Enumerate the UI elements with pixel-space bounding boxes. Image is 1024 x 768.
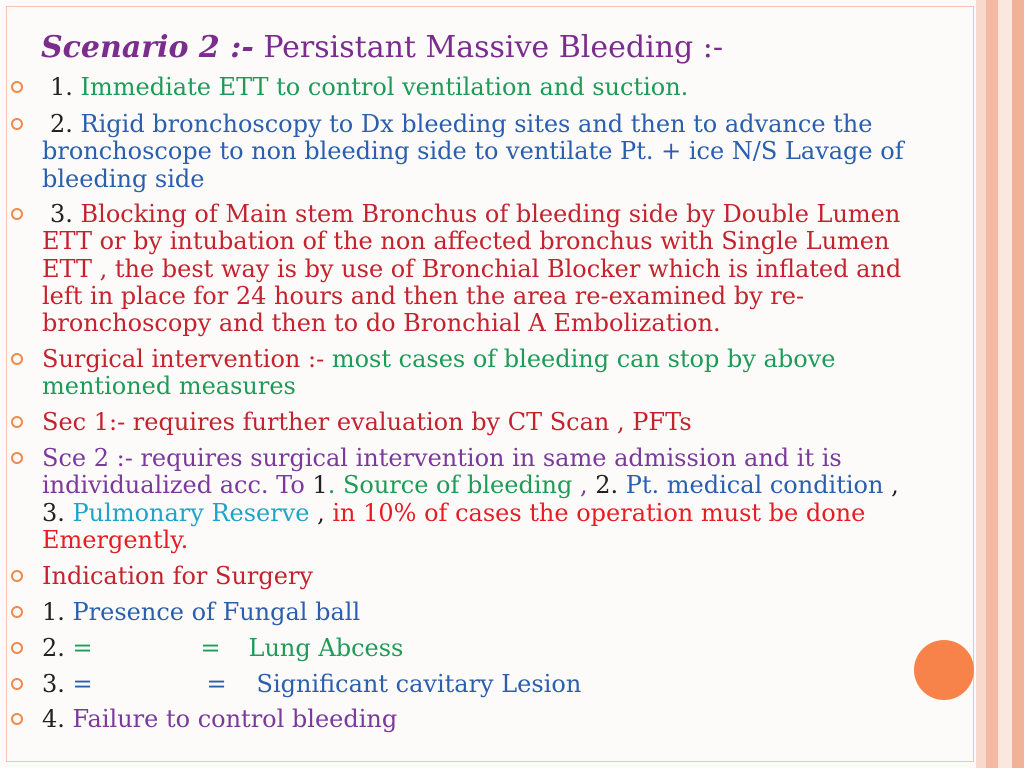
item-text-line: Sce 2 :- requires surgical intervention in same admission and it is	[42, 444, 842, 472]
item-text-line: Emergently.	[42, 525, 189, 554]
bullet-icon	[11, 81, 23, 93]
list-item-2	[42, 111, 972, 193]
bullet-icon	[11, 353, 23, 365]
item-number: 2.	[50, 110, 81, 138]
item-text-line: mentioned measures	[42, 372, 296, 401]
item-number: 3.	[50, 200, 81, 228]
list-item-sce-2	[42, 445, 972, 554]
item-number: 1	[312, 471, 328, 500]
ditto-mark: =	[72, 670, 93, 698]
list-item-indication-4	[42, 706, 972, 733]
item-number: 3.	[42, 670, 73, 698]
item-text-line: ETT or by intubation of the non affected bronchus with Single Lumen	[42, 227, 890, 256]
stripe	[1012, 0, 1024, 768]
item-punct: .	[327, 471, 343, 500]
item-number: 4.	[42, 705, 73, 733]
list-item-surgical-intervention	[42, 346, 972, 401]
ditto-mark: =	[72, 634, 93, 662]
list-item-sec-1	[42, 409, 972, 436]
item-text: individualized acc. To	[42, 471, 313, 500]
item-text: Failure to control bleeding	[72, 705, 398, 733]
item-punct: ,	[572, 471, 596, 500]
bullet-icon	[11, 208, 23, 220]
item-text-line: bleeding side	[42, 164, 205, 193]
item-number: 1.	[42, 598, 73, 626]
ditto-mark: =	[200, 634, 221, 662]
bullet-icon	[11, 713, 23, 725]
bullet-icon	[11, 416, 23, 428]
item-punct: ,	[309, 498, 333, 527]
slide-title	[41, 30, 723, 66]
item-text: Presence of Fungal ball	[72, 598, 361, 626]
bullet-icon	[11, 570, 23, 582]
item-punct: ,	[883, 471, 899, 500]
item-text-line: Blocking of Main stem Bronchus of bleeding side by Double Lumen	[80, 200, 901, 228]
item-text-line: bronchoscopy and then to do Bronchial A Embolization.	[42, 309, 721, 338]
item-heading: Surgical intervention	[42, 345, 301, 373]
list-item-indication-1	[42, 599, 972, 626]
item-number: 2.	[42, 634, 73, 662]
item-text: Indication for Surgery	[42, 562, 313, 590]
bullet-icon	[11, 678, 23, 690]
list-item-indication	[42, 563, 972, 590]
title-text: Persistant Massive Bleeding :-	[253, 30, 723, 65]
decorative-circle	[914, 640, 974, 700]
stripe	[986, 0, 998, 768]
bullet-icon	[11, 642, 23, 654]
item-text-line: Rigid bronchoscopy to Dx bleeding sites and then to advance the	[80, 110, 873, 138]
bullet-icon	[11, 606, 23, 618]
item-text: Source of bleeding	[342, 471, 573, 500]
list-item-1	[42, 74, 972, 101]
item-number: 2.	[595, 471, 619, 500]
list-item-indication-2	[42, 635, 972, 662]
list-item-indication-3	[42, 671, 972, 698]
item-text: Significant cavitary Lesion	[256, 670, 582, 698]
item-text: Pulmonary Reserve	[64, 498, 310, 527]
list-item-3	[42, 201, 972, 337]
item-text: in 10% of cases the operation must be done	[332, 498, 866, 527]
item-text-line: left in place for 24 hours and then the area re-examined by re-	[42, 281, 805, 310]
item-text: Immediate ETT to control ventilation and suction.	[80, 73, 689, 101]
item-text-line: ETT , the best way is by use of Bronchial Blocker which is inflated and	[42, 254, 902, 283]
decorative-stripes	[976, 0, 1024, 768]
title-label: Scenario 2 :-	[41, 30, 254, 65]
item-text: Sec 1:- requires further evaluation by CT Scan , PFTs	[42, 408, 692, 436]
item-number: 1.	[50, 73, 81, 101]
bullet-icon	[11, 452, 23, 464]
stripe	[998, 0, 1012, 768]
item-text-line: most cases of bleeding can stop by above	[324, 345, 836, 373]
item-text: Lung Abcess	[248, 634, 404, 662]
item-text-line: bronchoscope to non bleeding side to ventilate Pt. + ice N/S Lavage of	[42, 137, 904, 166]
item-text: Pt. medical condition	[618, 471, 884, 500]
bullet-icon	[11, 118, 23, 130]
item-separator: :-	[300, 345, 325, 373]
stripe	[976, 0, 986, 768]
ditto-mark: =	[206, 670, 227, 698]
item-number: 3.	[42, 498, 65, 527]
